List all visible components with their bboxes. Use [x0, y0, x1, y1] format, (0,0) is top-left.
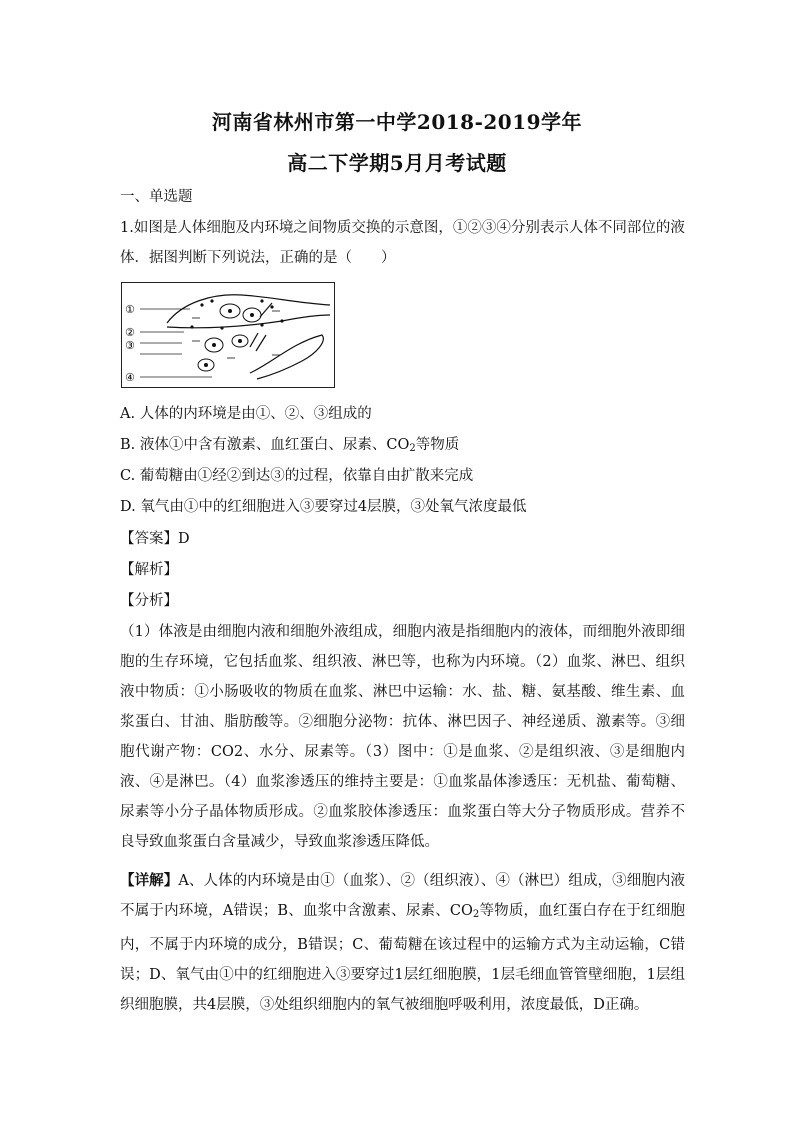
- detail-text-part2: 等物质，血红蛋白存在于红细胞内，不属于内环境的成分，B错误；C、葡萄糖在该过程中的运输方式为主动运输，C错误；D、氧气由①中的红细胞进入③要穿过1层红细胞膜，1层毛细血管管壁细胞，1层组织细胞膜，共4层膜，③处组织细胞内的氧气被细胞呼吸利用，浓度最低，D正确。: [120, 903, 686, 1013]
- exam-title-line2: 高二下学期5月月考试题: [287, 151, 507, 175]
- option-b: [120, 435, 690, 459]
- analysis-paragraph: （1）体液是由细胞内液和细胞外液组成，细胞内液是指细胞内的液体，而细胞外液即细胞的生存环境，它包括血浆、组织液、淋巴等，也称为内环境。（2）血浆、淋巴、组织液中物质：①小肠吸收的物质在血浆、淋巴中运输：水、盐、糖、氨基酸、维生素、血浆蛋白、甘油、脂肪酸等。②细胞分泌物：抗体、淋巴因子、神经递质、激素等。③细胞代谢产物：CO2、水分、尿素等。（3）图中：①是血浆、②是组织液、③是细胞内液、④是淋巴。（4）血浆渗透压的维持主要是：①血浆晶体渗透压：无机盐、葡萄糖、尿素等小分子晶体物质形成。②血浆胶体渗透压：血浆蛋白等大分子物质形成。营养不良导致血浆蛋白含量减少，导致血浆渗透压降低。: [120, 624, 685, 850]
- figure-label-3: ③: [125, 339, 135, 352]
- detail-heading: 【详解】: [120, 872, 179, 889]
- question-stem-line2: 体．据图判断下列说法，正确的是（ ）: [120, 250, 396, 266]
- detail-text-part1: A、人体的内环境是由①（血浆）、②（组织液）、④（淋巴）组成，③细胞内液不属于内环境，A错误；B、血浆中含激素、尿素、CO: [120, 873, 686, 919]
- diagram-drawing: [122, 283, 333, 386]
- question-stem-line1: 1.如图是人体细胞及内环境之间物质交换的示意图，①②③④分别表示人体不同部位的液: [120, 220, 685, 236]
- figure-label-1: ①: [125, 303, 135, 316]
- detail-subscript: 2: [472, 909, 480, 920]
- answer-line: 【答案】D: [120, 531, 190, 547]
- fenxi-heading: 【分析】: [120, 593, 178, 609]
- detail-paragraph: [120, 866, 685, 1020]
- figure-label-2: ②: [125, 326, 135, 339]
- analysis-heading: 【解析】: [120, 562, 178, 578]
- body-fluid-diagram: [121, 282, 335, 388]
- option-c: C. 葡萄糖由①经②到达③的过程，依靠自由扩散来完成: [120, 468, 474, 484]
- section-heading: 一、单选题: [120, 189, 193, 205]
- exam-title-line1: 河南省林州市第一中学2018-2019学年: [211, 110, 583, 134]
- option-b-text-end: 等物质: [415, 437, 460, 453]
- option-b-subscript: 2: [409, 443, 416, 454]
- figure-label-4: ④: [125, 371, 135, 384]
- option-a: A. 人体的内环境是由①、②、③组成的: [120, 406, 372, 422]
- option-d: D. 氧气由①中的红细胞进入③要穿过4层膜，③处氧气浓度最低: [120, 499, 527, 515]
- option-b-text: B. 液体①中含有激素、血红蛋白、尿素、CO: [120, 437, 410, 453]
